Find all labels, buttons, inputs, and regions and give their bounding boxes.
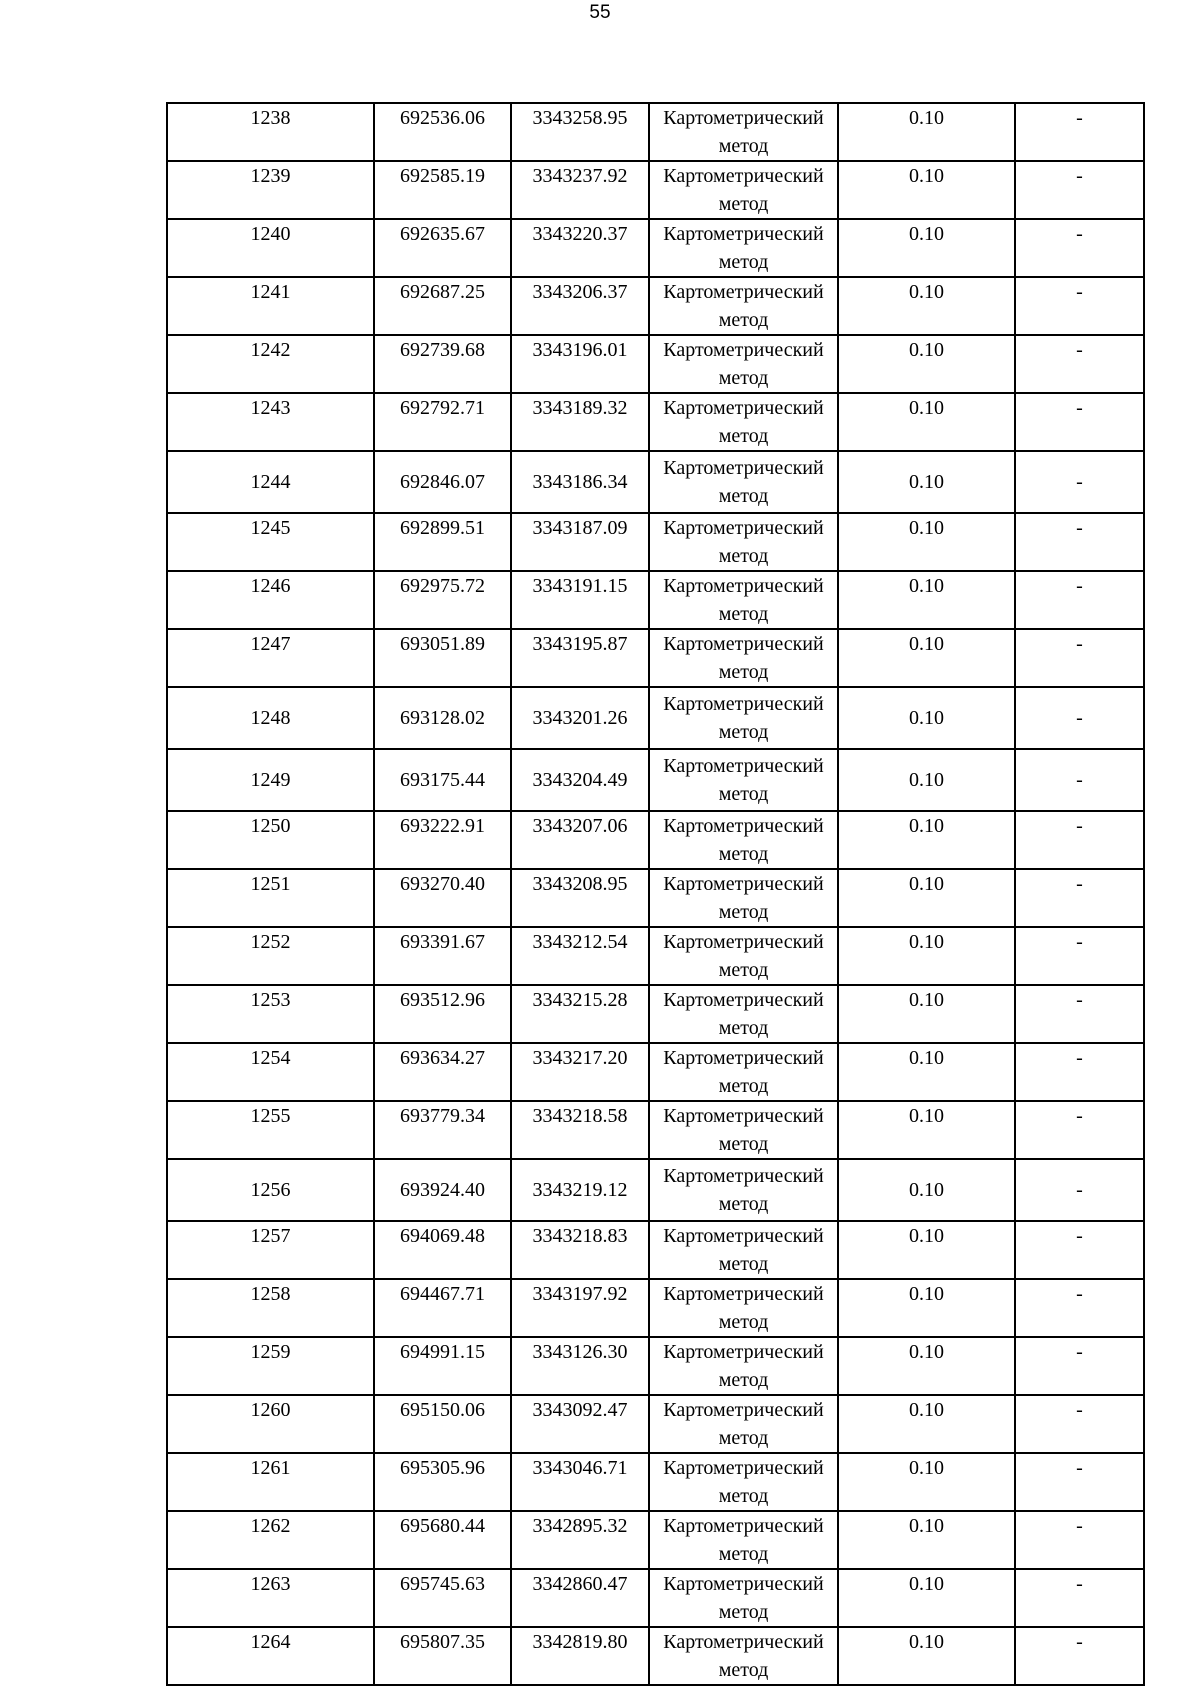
y-coordinate-cell: 3343207.06 [511, 811, 649, 869]
method-cell: Картометрический метод [649, 869, 838, 927]
x-coordinate-cell: 693512.96 [374, 985, 511, 1043]
y-coordinate-cell: 3343195.87 [511, 629, 649, 687]
note-cell: - [1015, 513, 1144, 571]
point-number-cell: 1238 [167, 103, 374, 161]
accuracy-cell: 0.10 [838, 1569, 1015, 1627]
x-coordinate-cell: 693222.91 [374, 811, 511, 869]
accuracy-cell: 0.10 [838, 1221, 1015, 1279]
accuracy-cell: 0.10 [838, 1453, 1015, 1511]
table-row [167, 277, 1144, 335]
point-number-cell: 1242 [167, 335, 374, 393]
accuracy-cell: 0.10 [838, 277, 1015, 335]
point-number-cell: 1250 [167, 811, 374, 869]
table-row [167, 869, 1144, 927]
x-coordinate-cell: 692792.71 [374, 393, 511, 451]
point-number-cell: 1246 [167, 571, 374, 629]
x-coordinate-cell: 692585.19 [374, 161, 511, 219]
point-number-cell: 1248 [167, 687, 374, 749]
method-cell: Картометрический метод [649, 451, 838, 513]
y-coordinate-cell: 3343220.37 [511, 219, 649, 277]
y-coordinate-cell: 3342819.80 [511, 1627, 649, 1685]
table-row [167, 571, 1144, 629]
note-cell: - [1015, 1627, 1144, 1685]
x-coordinate-cell: 695745.63 [374, 1569, 511, 1627]
x-coordinate-cell: 694467.71 [374, 1279, 511, 1337]
note-cell: - [1015, 277, 1144, 335]
accuracy-cell: 0.10 [838, 393, 1015, 451]
table-row [167, 1569, 1144, 1627]
y-coordinate-cell: 3343258.95 [511, 103, 649, 161]
x-coordinate-cell: 693924.40 [374, 1159, 511, 1221]
method-cell: Картометрический метод [649, 687, 838, 749]
accuracy-cell: 0.10 [838, 571, 1015, 629]
x-coordinate-cell: 693634.27 [374, 1043, 511, 1101]
y-coordinate-cell: 3343201.26 [511, 687, 649, 749]
table-row [167, 1101, 1144, 1159]
note-cell: - [1015, 869, 1144, 927]
note-cell: - [1015, 1337, 1144, 1395]
y-coordinate-cell: 3342860.47 [511, 1569, 649, 1627]
y-coordinate-cell: 3343189.32 [511, 393, 649, 451]
method-cell: Картометрический метод [649, 811, 838, 869]
method-cell: Картометрический метод [649, 985, 838, 1043]
y-coordinate-cell: 3343219.12 [511, 1159, 649, 1221]
method-cell: Картометрический метод [649, 1221, 838, 1279]
accuracy-cell: 0.10 [838, 927, 1015, 985]
table-row [167, 811, 1144, 869]
method-cell: Картометрический метод [649, 219, 838, 277]
y-coordinate-cell: 3343212.54 [511, 927, 649, 985]
y-coordinate-cell: 3343237.92 [511, 161, 649, 219]
point-number-cell: 1256 [167, 1159, 374, 1221]
x-coordinate-cell: 695807.35 [374, 1627, 511, 1685]
table-row [167, 1453, 1144, 1511]
note-cell: - [1015, 1511, 1144, 1569]
table-row [167, 161, 1144, 219]
x-coordinate-cell: 694991.15 [374, 1337, 511, 1395]
accuracy-cell: 0.10 [838, 219, 1015, 277]
x-coordinate-cell: 693391.67 [374, 927, 511, 985]
y-coordinate-cell: 3343046.71 [511, 1453, 649, 1511]
point-number-cell: 1254 [167, 1043, 374, 1101]
method-cell: Картометрический метод [649, 1101, 838, 1159]
accuracy-cell: 0.10 [838, 335, 1015, 393]
y-coordinate-cell: 3343206.37 [511, 277, 649, 335]
y-coordinate-cell: 3343208.95 [511, 869, 649, 927]
accuracy-cell: 0.10 [838, 1101, 1015, 1159]
note-cell: - [1015, 1279, 1144, 1337]
accuracy-cell: 0.10 [838, 103, 1015, 161]
table-row [167, 1043, 1144, 1101]
x-coordinate-cell: 692536.06 [374, 103, 511, 161]
note-cell: - [1015, 1221, 1144, 1279]
page-number: 55 [589, 2, 611, 23]
point-number-cell: 1251 [167, 869, 374, 927]
accuracy-cell: 0.10 [838, 161, 1015, 219]
accuracy-cell: 0.10 [838, 869, 1015, 927]
note-cell: - [1015, 219, 1144, 277]
method-cell: Картометрический метод [649, 103, 838, 161]
x-coordinate-cell: 692635.67 [374, 219, 511, 277]
method-cell: Картометрический метод [649, 277, 838, 335]
table-row [167, 1337, 1144, 1395]
point-number-cell: 1257 [167, 1221, 374, 1279]
x-coordinate-cell: 692975.72 [374, 571, 511, 629]
table-row [167, 219, 1144, 277]
x-coordinate-cell: 692899.51 [374, 513, 511, 571]
note-cell: - [1015, 335, 1144, 393]
method-cell: Картометрический метод [649, 1043, 838, 1101]
table-row [167, 1511, 1144, 1569]
note-cell: - [1015, 985, 1144, 1043]
method-cell: Картометрический метод [649, 393, 838, 451]
y-coordinate-cell: 3343092.47 [511, 1395, 649, 1453]
y-coordinate-cell: 3343197.92 [511, 1279, 649, 1337]
method-cell: Картометрический метод [649, 1627, 838, 1685]
y-coordinate-cell: 3343215.28 [511, 985, 649, 1043]
method-cell: Картометрический метод [649, 1279, 838, 1337]
accuracy-cell: 0.10 [838, 1627, 1015, 1685]
note-cell: - [1015, 1453, 1144, 1511]
accuracy-cell: 0.10 [838, 811, 1015, 869]
method-cell: Картометрический метод [649, 1395, 838, 1453]
point-number-cell: 1253 [167, 985, 374, 1043]
y-coordinate-cell: 3343218.58 [511, 1101, 649, 1159]
accuracy-cell: 0.10 [838, 1159, 1015, 1221]
point-number-cell: 1239 [167, 161, 374, 219]
method-cell: Картометрический метод [649, 513, 838, 571]
x-coordinate-cell: 695680.44 [374, 1511, 511, 1569]
table-row [167, 1395, 1144, 1453]
note-cell: - [1015, 161, 1144, 219]
y-coordinate-cell: 3343186.34 [511, 451, 649, 513]
coordinates-table-body [167, 103, 1144, 1685]
note-cell: - [1015, 1569, 1144, 1627]
table-row [167, 687, 1144, 749]
x-coordinate-cell: 694069.48 [374, 1221, 511, 1279]
accuracy-cell: 0.10 [838, 1395, 1015, 1453]
table-row [167, 335, 1144, 393]
x-coordinate-cell: 693128.02 [374, 687, 511, 749]
table-row [167, 1159, 1144, 1221]
note-cell: - [1015, 1395, 1144, 1453]
y-coordinate-cell: 3343217.20 [511, 1043, 649, 1101]
accuracy-cell: 0.10 [838, 985, 1015, 1043]
note-cell: - [1015, 103, 1144, 161]
note-cell: - [1015, 811, 1144, 869]
table-row [167, 451, 1144, 513]
point-number-cell: 1261 [167, 1453, 374, 1511]
point-number-cell: 1249 [167, 749, 374, 811]
accuracy-cell: 0.10 [838, 629, 1015, 687]
x-coordinate-cell: 693051.89 [374, 629, 511, 687]
note-cell: - [1015, 1101, 1144, 1159]
x-coordinate-cell: 693175.44 [374, 749, 511, 811]
note-cell: - [1015, 687, 1144, 749]
point-number-cell: 1247 [167, 629, 374, 687]
method-cell: Картометрический метод [649, 161, 838, 219]
method-cell: Картометрический метод [649, 1569, 838, 1627]
method-cell: Картометрический метод [649, 1511, 838, 1569]
table-row [167, 393, 1144, 451]
coordinates-table [166, 102, 1145, 1686]
accuracy-cell: 0.10 [838, 1043, 1015, 1101]
point-number-cell: 1252 [167, 927, 374, 985]
x-coordinate-cell: 695150.06 [374, 1395, 511, 1453]
y-coordinate-cell: 3342895.32 [511, 1511, 649, 1569]
x-coordinate-cell: 695305.96 [374, 1453, 511, 1511]
method-cell: Картометрический метод [649, 1159, 838, 1221]
accuracy-cell: 0.10 [838, 1279, 1015, 1337]
accuracy-cell: 0.10 [838, 687, 1015, 749]
x-coordinate-cell: 692846.07 [374, 451, 511, 513]
point-number-cell: 1245 [167, 513, 374, 571]
note-cell: - [1015, 571, 1144, 629]
x-coordinate-cell: 692739.68 [374, 335, 511, 393]
point-number-cell: 1240 [167, 219, 374, 277]
method-cell: Картометрический метод [649, 927, 838, 985]
point-number-cell: 1241 [167, 277, 374, 335]
y-coordinate-cell: 3343187.09 [511, 513, 649, 571]
note-cell: - [1015, 1159, 1144, 1221]
method-cell: Картометрический метод [649, 749, 838, 811]
table-row [167, 927, 1144, 985]
note-cell: - [1015, 749, 1144, 811]
table-row [167, 103, 1144, 161]
accuracy-cell: 0.10 [838, 513, 1015, 571]
point-number-cell: 1243 [167, 393, 374, 451]
table-row [167, 629, 1144, 687]
point-number-cell: 1260 [167, 1395, 374, 1453]
accuracy-cell: 0.10 [838, 451, 1015, 513]
method-cell: Картометрический метод [649, 335, 838, 393]
note-cell: - [1015, 927, 1144, 985]
point-number-cell: 1264 [167, 1627, 374, 1685]
table-row [167, 985, 1144, 1043]
method-cell: Картометрический метод [649, 1453, 838, 1511]
point-number-cell: 1263 [167, 1569, 374, 1627]
x-coordinate-cell: 692687.25 [374, 277, 511, 335]
note-cell: - [1015, 629, 1144, 687]
point-number-cell: 1259 [167, 1337, 374, 1395]
table-row [167, 1627, 1144, 1685]
method-cell: Картометрический метод [649, 629, 838, 687]
point-number-cell: 1244 [167, 451, 374, 513]
accuracy-cell: 0.10 [838, 749, 1015, 811]
method-cell: Картометрический метод [649, 1337, 838, 1395]
method-cell: Картометрический метод [649, 571, 838, 629]
note-cell: - [1015, 1043, 1144, 1101]
y-coordinate-cell: 3343218.83 [511, 1221, 649, 1279]
table-row [167, 513, 1144, 571]
x-coordinate-cell: 693779.34 [374, 1101, 511, 1159]
note-cell: - [1015, 393, 1144, 451]
point-number-cell: 1258 [167, 1279, 374, 1337]
accuracy-cell: 0.10 [838, 1511, 1015, 1569]
table-row [167, 749, 1144, 811]
table-row [167, 1221, 1144, 1279]
point-number-cell: 1262 [167, 1511, 374, 1569]
x-coordinate-cell: 693270.40 [374, 869, 511, 927]
accuracy-cell: 0.10 [838, 1337, 1015, 1395]
y-coordinate-cell: 3343191.15 [511, 571, 649, 629]
y-coordinate-cell: 3343126.30 [511, 1337, 649, 1395]
y-coordinate-cell: 3343196.01 [511, 335, 649, 393]
y-coordinate-cell: 3343204.49 [511, 749, 649, 811]
table-row [167, 1279, 1144, 1337]
note-cell: - [1015, 451, 1144, 513]
point-number-cell: 1255 [167, 1101, 374, 1159]
